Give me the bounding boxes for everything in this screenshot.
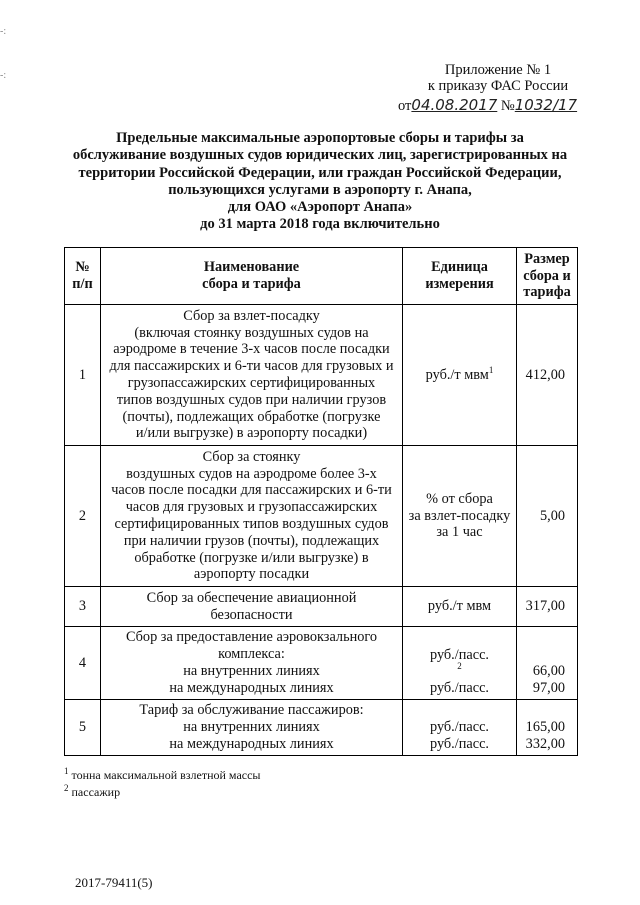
footnote-mark: 2 (64, 783, 69, 793)
row-unit: руб./т мвм (403, 587, 517, 627)
row-value: 165,00 332,00 (517, 700, 578, 756)
table-row (65, 700, 578, 756)
document-id: 2017-79411(5) (75, 875, 153, 890)
header-value: Размер сбора и тарифа (517, 248, 578, 305)
title-line: пользующихся услугами в аэропорту г. Анапа, (168, 181, 472, 198)
row-number: 3 (65, 587, 101, 627)
table-row (65, 587, 578, 627)
row-name: Сбор за взлет-посадку (включая стоянку воздушных судов на аэродроме в течение 3-х часов после посадки для пассажирских и 6-ти часов для грузовых и грузопассажирских сертифицированных типов воздушных судов при наличии грузов (почты), подлежащих обработке (погрузке и/или выгрузке) в аэропорту посадки) (101, 305, 403, 446)
row-number: 4 (65, 627, 101, 700)
row-number: 2 (65, 446, 101, 587)
row-unit: руб./пасс. $^2$ руб./пасс. (403, 627, 517, 700)
row-unit: руб./пасс. руб./пасс. (403, 700, 517, 756)
header-name: Наименование сбора и тарифа (101, 248, 403, 305)
date-prefix: от (398, 98, 412, 114)
row-number: 1 (65, 305, 101, 446)
handwritten-number: 1032/17 (514, 96, 578, 114)
table-row (65, 305, 578, 446)
footnote-mark: 1 (64, 766, 69, 776)
tariff-table (64, 247, 578, 756)
footnote-text: тонна максимальной взлетной массы (71, 768, 261, 782)
row-value: 66,00 97,00 (517, 627, 578, 700)
footnote-ref: 1 (488, 364, 494, 375)
row-value: 5,00 (517, 446, 578, 587)
title-line: территории Российской Федерации, или граждан Российской Федерации, (78, 164, 562, 181)
title-line: для ОАО «Аэропорт Анапа» (227, 199, 413, 216)
table-header-row (65, 248, 578, 305)
appendix-block (398, 62, 598, 94)
footnote-ref: 2 (457, 661, 462, 672)
row-name: Сбор за стоянку воздушных судов на аэродроме более 3-х часов после посадки для пассажирских и 6-ти часов для грузовых и грузопассажирских сертифицированных типов воздушных судов при наличии грузов (почты), подлежащих обработке (погрузке и/или выгрузке) в аэропорту посадки (101, 446, 403, 587)
table-row (65, 446, 578, 587)
row-unit: % от сбора за взлет-посадку за 1 час (403, 446, 517, 587)
title-line: до 31 марта 2018 года включительно (200, 216, 440, 233)
row-name: Сбор за предоставление аэровокзального комплекса: на внутренних линиях на международных линиях (101, 627, 403, 700)
footnote-2 (64, 785, 120, 800)
footnote-text: пассажир (71, 785, 121, 799)
order-date-number (398, 96, 577, 115)
header-unit: Единица измерения (403, 248, 517, 305)
table-row (65, 627, 578, 700)
number-prefix: № (500, 98, 515, 114)
row-unit: руб./т мвм$^1$ (403, 305, 517, 446)
title-line: обслуживание воздушных судов юридических лиц, зарегистрированных на (72, 147, 568, 164)
appendix-line-2: к приказу ФАС России (427, 78, 569, 94)
appendix-line-1: Приложение № 1 (444, 62, 552, 78)
header-num: № п/п (65, 248, 101, 305)
row-name: Сбор за обеспечение авиационной безопасности (101, 587, 403, 627)
footnote-1 (64, 768, 260, 783)
row-value: 412,00 (517, 305, 578, 446)
document-title (55, 130, 585, 234)
row-value: 317,00 (517, 587, 578, 627)
row-name: Тариф за обслуживание пассажиров: на внутренних линиях на международных линиях (101, 700, 403, 756)
handwritten-date: 04.08.2017 (411, 96, 498, 114)
scan-margin-marks: -: -: (0, 26, 7, 81)
title-line: Предельные максимальные аэропортовые сборы и тарифы за (116, 130, 524, 146)
row-number: 5 (65, 700, 101, 756)
